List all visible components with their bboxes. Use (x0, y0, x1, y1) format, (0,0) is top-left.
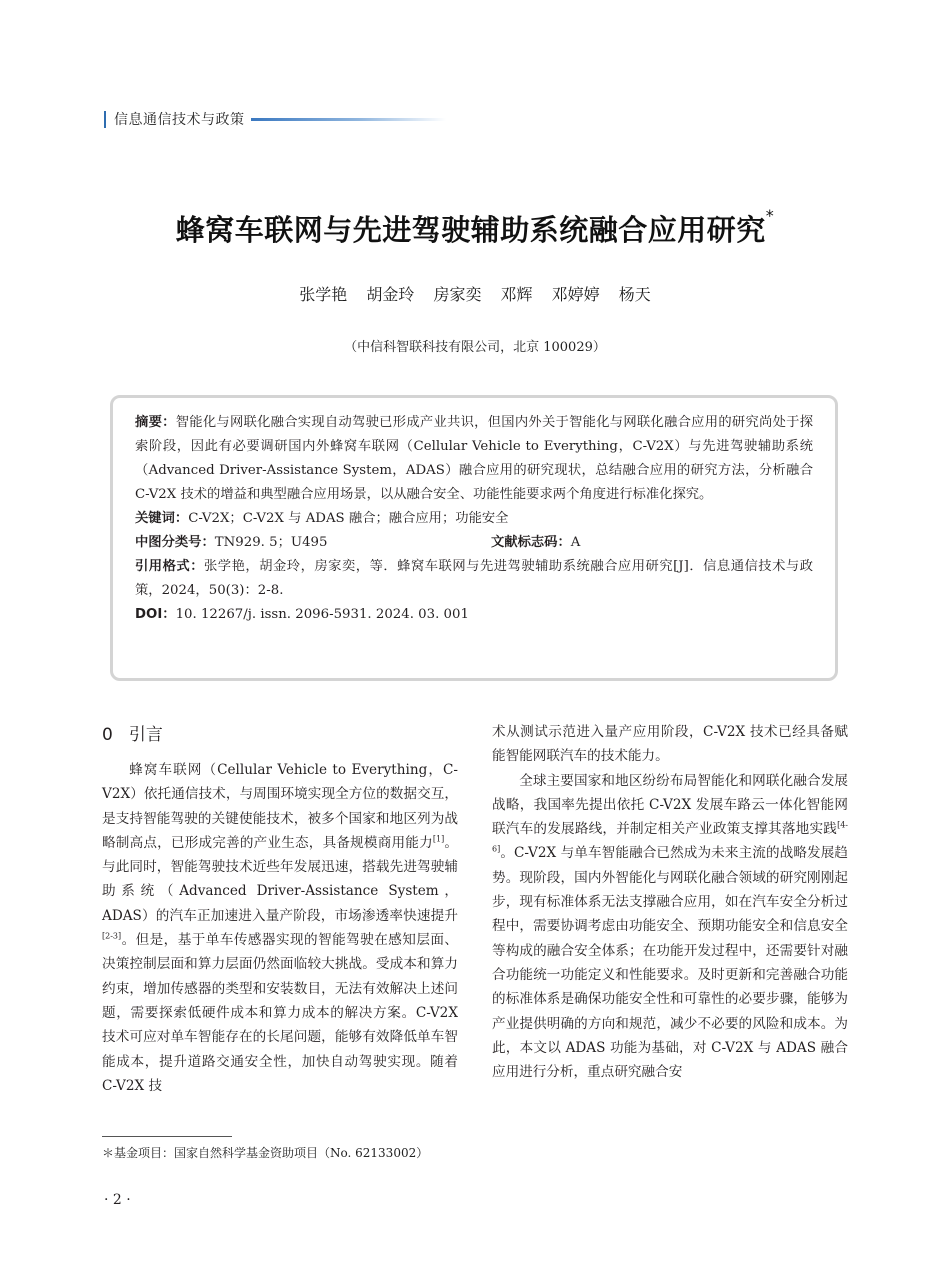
right-column (492, 720, 848, 1084)
paragraph-text: 全球主要国家和地区纷纷布局智能化和网联化融合发展战略，我国率先提出依托 C-V2X 发展车路云一体化智能网联汽车的发展路线，并制定相关产业政策支撑其落地实践 (492, 772, 848, 838)
author-name: 张学艳 (299, 285, 348, 304)
body-paragraph (492, 769, 848, 1085)
author-name: 房家奕 (433, 285, 482, 304)
left-column (102, 720, 458, 1098)
footnote: ＊基金项目：国家自然科学基金资助项目（No. 62133002） (102, 1146, 429, 1160)
affiliation: （中信科智联科技有限公司，北京 100029） (344, 340, 606, 355)
header-gradient-rule (251, 118, 446, 121)
header-section-label: 信息通信技术与政策 (114, 112, 245, 128)
paragraph-text: 蜂窝车联网（Cellular Vehicle to Everything，C-V2X）依托通信技术，与周围环境实现全方位的数据交互，是支持智能驾驶的关键使能技术，被多个国家和地区列为战略制高点，已形成完善的产业生态，具备规模商用能力 (102, 762, 458, 851)
page-number: · 2 · (104, 1192, 131, 1208)
author-name: 邓婷婷 (551, 285, 600, 304)
citation-text: 张学艳，胡金玲，房家奕，等．蜂窝车联网与先进驾驶辅助系统融合应用研究[J]．信息通信技术与政策，2024，50(3)：2-8. (135, 559, 813, 598)
section-heading (102, 724, 458, 746)
citation (135, 555, 813, 603)
keywords (135, 507, 813, 531)
doc-code-label: 文献标志码： (491, 535, 571, 550)
author-name: 杨天 (618, 285, 651, 304)
classification-row (135, 531, 813, 555)
abstract (135, 411, 813, 507)
paragraph-text: 。与此同时，智能驾驶技术近些年发展迅速，搭载先进驾驶辅助系统（Advanced Driver-Assistance System，ADAS）的汽车正加速进入量产阶段，市场渗透率快速提升 (102, 834, 459, 924)
citation-label: 引用格式： (135, 559, 204, 574)
paragraph-text: 。但是，基于单车传感器实现的智能驾驶在感知层面、决策控制层面和算力层面仍然面临较大挑战。受成本和算力约束，增加传感器的类型和安装数目，无法有效解决上述问题，需要探索低硬件成本和算力成本的解决方案。C-V2X 技术可应对单车智能存在的长尾问题，能够有效降低单车智能成本，提升道路交通安全性，加快自动驾驶实现。随着 C-V2X 技 (102, 932, 458, 1094)
author-list (0, 282, 950, 305)
section-title: 引言 (128, 725, 163, 745)
citation-ref: [1] (432, 834, 445, 844)
abstract-label: 摘要： (135, 415, 176, 430)
citation-ref: [4-6] (492, 820, 848, 854)
footnote-divider (102, 1136, 232, 1137)
author-name: 胡金玲 (366, 285, 415, 304)
paper-title (0, 208, 950, 249)
paragraph-text: 术从测试示范进入量产应用阶段，C-V2X 技术已经具备赋能智能网联汽车的技术能力。 (492, 724, 848, 765)
keywords-text: C-V2X；C-V2X 与 ADAS 融合；融合应用；功能安全 (188, 511, 509, 526)
doi-value: 10. 12267/j. issn. 2096-5931. 2024. 03. 001 (175, 607, 469, 622)
author-name: 邓辉 (500, 285, 533, 304)
paper-title-text: 蜂窝车联网与先进驾驶辅助系统融合应用研究 (175, 213, 766, 247)
section-number: 0 (102, 725, 113, 745)
paragraph-text: 。C-V2X 与单车智能融合已然成为未来主流的战略发展趋势。现阶段，国内外智能化与网联化融合领域的研究刚刚起步，现有标准体系无法支撑融合应用，如在汽车安全分析过程中，需要协调考虑由功能安全、预期功能安全和信息安全等构成的融合安全体系；在功能开发过程中，还需要针对融合功能统一功能定义和性能要求。及时更新和完善融合功能的标准体系是确保功能安全性和可靠性的必要步骤，能够为产业提供明确的方向和规范，减少不必要的风险和成本。为此，本文以 ADAS 功能为基础，对 C-V2X 与 ADAS 融合应用进行分析，重点研究融合安 (492, 845, 848, 1081)
title-footnote-mark: * (765, 206, 775, 225)
abstract-text: 智能化与网联化融合实现自动驾驶已形成产业共识，但国内外关于智能化与网联化融合应用的研究尚处于探索阶段，因此有必要调研国内外蜂窝车联网（Cellular Vehicle to Everything，C-V2X）与先进驾驶辅助系统（Advanced Driver-Assistance System，ADAS）融合应用的研究现状，总结融合应用的研究方法，分析融合 C-V2X 技术的增益和典型融合应用场景，以从融合安全、功能性能要求两个角度进行标准化探究。 (135, 415, 814, 502)
body-paragraph (492, 720, 848, 769)
clc-label: 中图分类号： (135, 535, 215, 550)
doi (135, 603, 813, 627)
citation-ref: [2-3] (102, 931, 122, 941)
running-header (104, 108, 446, 130)
clc-value: TN929. 5；U495 (214, 535, 328, 550)
doc-code-value: A (570, 535, 581, 550)
keywords-label: 关键词： (135, 511, 189, 526)
header-accent-bar (104, 111, 106, 128)
body-paragraph (102, 758, 458, 1098)
abstract-box (110, 395, 838, 681)
doi-label: DOI： (135, 607, 176, 622)
